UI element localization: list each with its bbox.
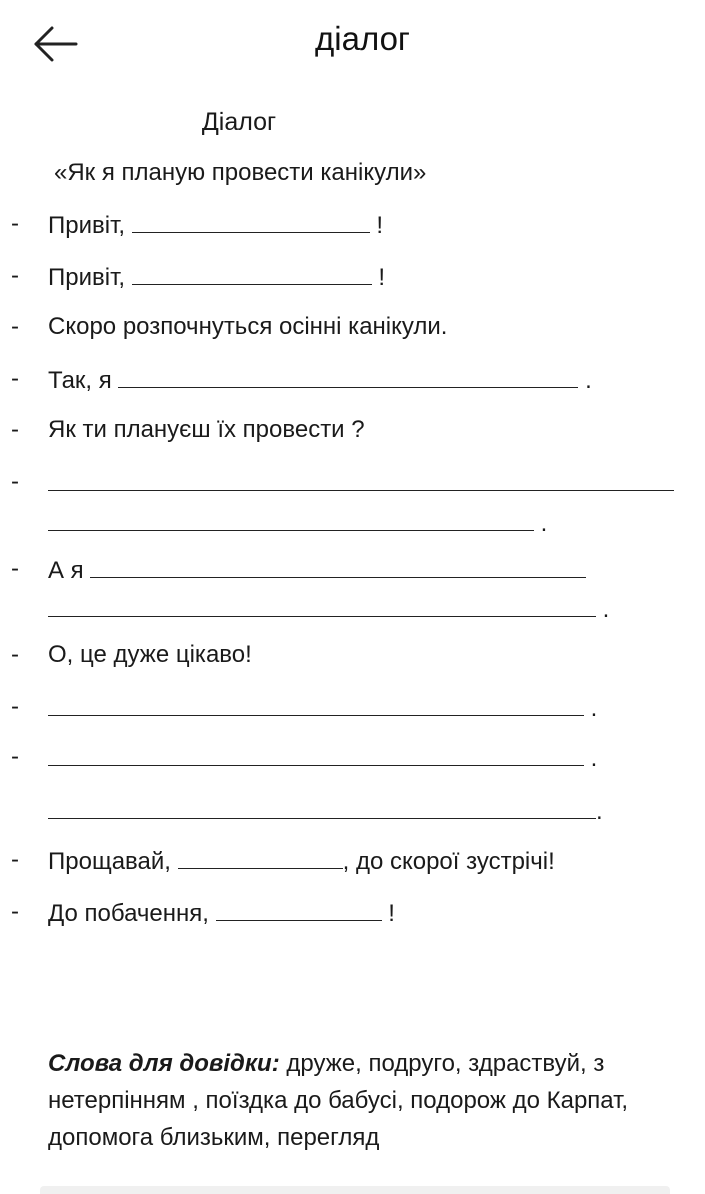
reference-words <box>48 1045 698 1156</box>
dialog-text <box>48 740 597 776</box>
dialog-line <box>0 638 705 672</box>
dialog-line <box>0 413 705 447</box>
fill-in-blank <box>48 793 596 819</box>
dialog-text-before: Привіт, <box>48 264 132 291</box>
dialog-text-before: Прощавай, <box>48 848 178 875</box>
dialog-text-after: . <box>584 695 598 722</box>
dialog-text-before: Привіт, <box>48 212 132 239</box>
fill-in-blank <box>48 591 596 617</box>
dialog-text <box>48 895 395 931</box>
dialog-dash: - <box>11 313 19 340</box>
dialog-text <box>48 465 674 501</box>
dialog-text <box>48 843 555 879</box>
fill-in-blank <box>132 259 372 285</box>
fill-in-blank <box>178 843 343 869</box>
fill-in-blank <box>48 690 584 716</box>
page-title: діалог <box>315 20 410 57</box>
dialog-dash: - <box>11 898 19 925</box>
fill-in-blank <box>48 740 584 766</box>
fill-in-blank <box>48 505 534 531</box>
dialog-text <box>48 259 385 295</box>
dialog-dash: - <box>11 468 19 495</box>
fill-in-blank <box>132 207 370 233</box>
fill-in-blank <box>118 362 578 388</box>
dialog-dash: - <box>11 210 19 237</box>
dialog-dash: - <box>11 365 19 392</box>
dialog-dash: - <box>11 846 19 873</box>
dialog-text <box>48 690 597 726</box>
document-subtitle: «Як я планую провести канікули» <box>54 159 427 186</box>
dialog-text-after: . <box>534 510 548 537</box>
document-title: Діалог <box>201 108 277 136</box>
dialog-text-after: . <box>596 596 610 623</box>
dialog-line <box>0 552 705 586</box>
dialog-text-before: А я <box>48 557 91 584</box>
dialog-line <box>0 310 705 344</box>
dialog-line <box>0 207 705 241</box>
dialog-dash: - <box>11 693 19 720</box>
reference-text: друже, подруго, здраствуй, з нетерпінням , поїздка до бабусі, подорож до Карпат, допомога близьким, перегляд <box>48 1050 629 1151</box>
dialog-text-after: . <box>584 745 598 772</box>
dialog-text-before: До побачення, <box>48 900 216 927</box>
dialog-line <box>0 259 705 293</box>
dialog-text-after: ! <box>371 264 386 291</box>
dialog-dash: - <box>11 641 19 668</box>
fill-in-blank <box>48 465 674 491</box>
dialog-text-after: . <box>596 798 603 825</box>
dialog-line-continuation <box>48 793 603 827</box>
dialog-line <box>0 690 705 724</box>
dialog-line <box>0 843 705 877</box>
dialog-text <box>48 207 383 243</box>
dialog-text-after: ! <box>369 212 384 239</box>
dialog-dash: - <box>11 262 19 289</box>
reference-label: Слова для довідки: <box>48 1050 280 1077</box>
dialog-dash: - <box>11 743 19 770</box>
dialog-line <box>0 465 705 499</box>
dialog-text: Скоро розпочнуться осінні канікули. <box>48 313 448 340</box>
dialog-line <box>0 362 705 396</box>
dialog-line-continuation <box>48 591 609 625</box>
dialog-dash: - <box>11 555 19 582</box>
dialog-text-after: . <box>578 367 592 394</box>
fill-in-blank <box>216 895 382 921</box>
app-header <box>0 0 705 90</box>
dialog-line <box>0 740 705 774</box>
bottom-edge-strip <box>40 1186 670 1194</box>
dialog-text-after: ! <box>381 900 395 927</box>
dialog-text <box>48 552 586 588</box>
dialog-dash: - <box>11 416 19 443</box>
dialog-line-continuation <box>48 505 547 539</box>
dialog-text-before: Так, я <box>48 367 119 394</box>
dialog-text: О, це дуже цікаво! <box>48 641 252 668</box>
dialog-text-after: , до скорої зустрічі! <box>342 848 555 875</box>
dialog-line <box>0 895 705 929</box>
dialog-text <box>48 362 592 398</box>
dialog-text: Як ти плануєш їх провести ? <box>48 416 365 443</box>
fill-in-blank <box>90 552 586 578</box>
